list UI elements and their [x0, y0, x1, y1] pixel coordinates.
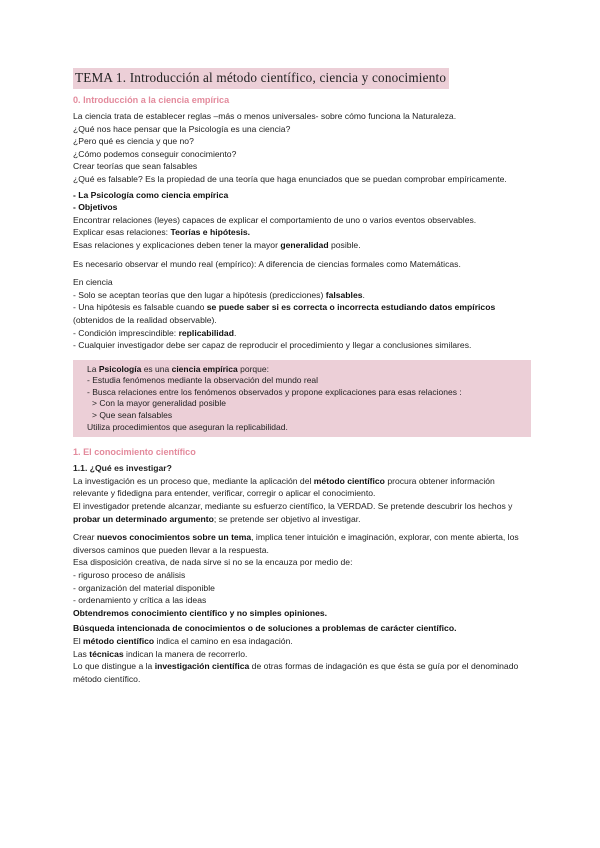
text-line: En ciencia [73, 277, 113, 288]
list-item: - ordenamiento y crítica a las ideas [73, 595, 207, 606]
box-line: - Busca relaciones entre los fenómenos observados y propone explicaciones para esas relaciones : [87, 386, 462, 397]
text-line: - Cualquier investigador debe ser capaz de reproducir el procedimiento y llegar a conclusiones similares. [73, 340, 472, 351]
box-line: La Psicología es una ciencia empírica porque: [87, 363, 269, 374]
section-heading-0: 0. Introducción a la ciencia empírica [73, 95, 230, 105]
text-line: Crear teorías que sean falsables [73, 161, 198, 172]
text-line: Las técnicas indican la manera de recorrerlo. [73, 648, 248, 659]
highlight-box [73, 360, 531, 438]
text-line: ¿Qué es falsable? Es la propiedad de una teoría que haga enunciados que se puedan comprobar empíricamente. [73, 173, 507, 184]
box-line: > Que sean falsables [92, 410, 173, 421]
text-line: Crear nuevos conocimientos sobre un tema, implica tener intuición e imaginación, explorar, con mente abierta, los diversos caminos que pueden llevar a la respuesta. [73, 532, 519, 555]
section-heading-1: 1. El conocimiento científico [73, 447, 196, 458]
list-item: - riguroso proceso de análisis [73, 570, 186, 580]
text-line: ¿Pero qué es ciencia y que no? [73, 136, 194, 147]
box-line: > Con la mayor generalidad posible [92, 398, 226, 409]
text-line: Explicar esas relaciones: Teorías e hipótesis. [73, 227, 251, 238]
bold-line: Búsqueda intencionada de conocimientos o de soluciones a problemas de carácter científico. [73, 623, 457, 634]
text-line: - Condición imprescindible: replicabilidad. [73, 327, 237, 338]
page-title: TEMA 1. Introducción al método científico, ciencia y conocimiento [73, 68, 449, 89]
bold-heading: - La Psicología como ciencia empírica [73, 189, 229, 200]
text-line: - Solo se aceptan teorías que den lugar a hipótesis (predicciones) falsables. [73, 289, 365, 300]
text-line: Esas relaciones y explicaciones deben tener la mayor generalidad posible. [73, 239, 361, 250]
text-line: Es necesario observar el mundo real (empírico): A diferencia de ciencias formales como Matemáticas. [73, 258, 461, 269]
document-page [73, 68, 528, 685]
text-line: La investigación es un proceso que, mediante la aplicación del método científico procura obtener información relevante y fidedigna para entender, verificar, corregir o aplicar el conocimiento. [73, 475, 495, 499]
text-line: La ciencia trata de establecer reglas –más o menos universales- sobre cómo funciona la Naturaleza. [73, 111, 457, 121]
text-line: - Una hipótesis es falsable cuando se puede saber si es correcta o incorrecta estudiando datos empíricos (obtenidos de la realidad observable). [73, 302, 496, 325]
box-line: - Estudia fenómenos mediante la observación del mundo real [87, 375, 319, 386]
bold-heading: - Objetivos [73, 202, 118, 213]
text-line: ¿Qué nos hace pensar que la Psicología es una ciencia? [73, 123, 291, 134]
bold-line: Obtendremos conocimiento científico y no simples opiniones. [73, 607, 328, 618]
subsection-heading: 1.1. ¿Qué es investigar? [73, 463, 172, 474]
list-item: - organización del material disponible [73, 582, 215, 593]
text-line: Encontrar relaciones (leyes) capaces de explicar el comportamiento de uno o varios eventos observables. [73, 214, 477, 225]
box-line: Utiliza procedimientos que aseguran la replicabilidad. [87, 421, 288, 432]
text-line: El investigador pretende alcanzar, mediante su esfuerzo científico, la VERDAD. Se pretende descubrir los hechos y probar un determinado argumento; se pretende ser objetivo al investigar. [73, 501, 513, 524]
text-line: Lo que distingue a la investigación científica de otras formas de indagación es que ésta se guía por el denominado método científico. [73, 661, 519, 684]
text-line: ¿Cómo podemos conseguir conocimiento? [73, 148, 237, 159]
text-line: El método científico indica el camino en esa indagación. [73, 635, 293, 646]
text-line: Esa disposición creativa, de nada sirve si no se la encauza por medio de: [73, 557, 353, 568]
